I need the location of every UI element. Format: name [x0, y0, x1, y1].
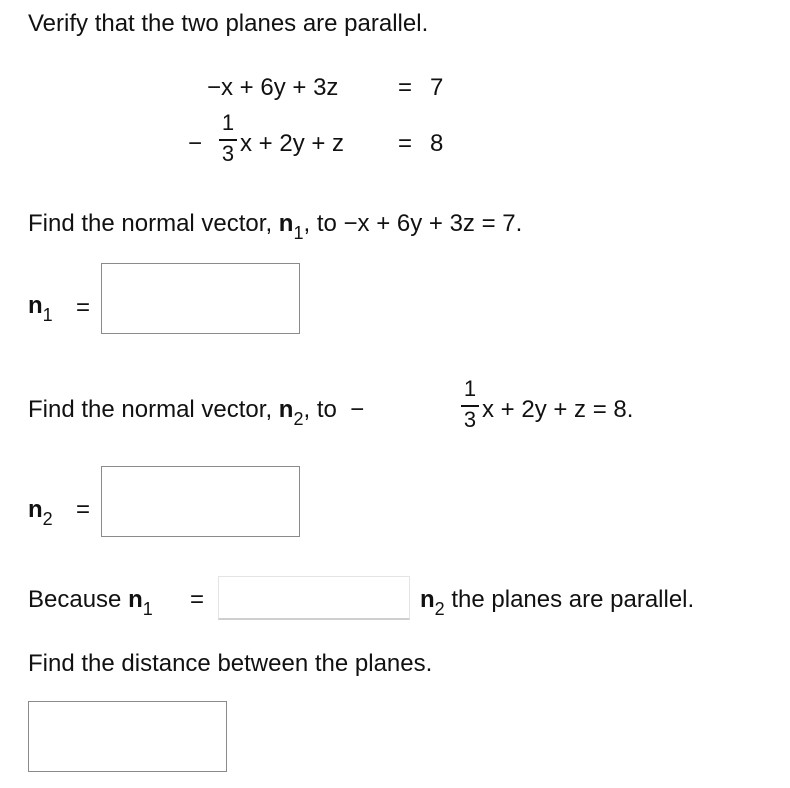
- vector-n1-subscript: 1: [293, 223, 304, 243]
- equation-2-lhs: x + 2y + z: [240, 130, 345, 157]
- equation-2-equals: =: [398, 130, 413, 157]
- question-1-text: [28, 210, 523, 243]
- equation-1-rhs: 7: [430, 74, 444, 101]
- scalar-answer-input[interactable]: [218, 576, 410, 620]
- equation-1-lhs: −x + 6y + 3z: [207, 74, 339, 101]
- distance-prompt: Find the distance between the planes.: [28, 650, 433, 677]
- n2-label-subscript: 2: [42, 509, 53, 529]
- fraction-denominator: 3: [463, 407, 477, 432]
- vector-n2-symbol: n: [278, 396, 294, 423]
- n1-label-symbol: n: [28, 292, 43, 319]
- equation-1-equals: =: [398, 74, 413, 101]
- equation-2-rhs: 8: [430, 130, 444, 157]
- question-2-equation-rest: x + 2y + z = 8.: [482, 396, 634, 423]
- vector-n2-subscript: 2: [293, 409, 304, 429]
- question-2-prompt: Find the normal vector,: [28, 396, 273, 423]
- because-prefix: Because: [28, 586, 122, 613]
- equation-2-sign: −: [188, 130, 203, 157]
- because-n1-symbol: n: [128, 586, 143, 613]
- because-n2-symbol: n: [420, 586, 435, 613]
- because-n1-subscript: 1: [142, 599, 153, 619]
- n2-label-symbol: n: [28, 496, 43, 523]
- because-n2-subscript: 2: [434, 599, 445, 619]
- distance-answer-input[interactable]: [28, 701, 227, 772]
- fraction-denominator: 3: [221, 141, 235, 166]
- n2-label: [28, 496, 53, 529]
- n1-equals: =: [76, 294, 91, 321]
- because-suffix: the planes are parallel.: [451, 586, 695, 613]
- because-text: [28, 586, 153, 619]
- because-suffix-text: [420, 586, 695, 619]
- fraction-numerator: 1: [463, 376, 477, 401]
- n1-label-subscript: 1: [42, 305, 53, 325]
- fraction-numerator: 1: [221, 110, 235, 135]
- n1-label: [28, 292, 53, 325]
- vector-n1-symbol: n: [278, 210, 294, 237]
- question-1-equation: , to −x + 6y + 3z = 7.: [303, 210, 523, 237]
- n1-answer-input[interactable]: [101, 263, 300, 334]
- n2-answer-input[interactable]: [101, 466, 300, 537]
- question-1-prompt: Find the normal vector,: [28, 210, 273, 237]
- n2-equals: =: [76, 496, 91, 523]
- because-equals: =: [190, 586, 205, 613]
- equation-1: [207, 76, 338, 100]
- question-2-text: [28, 396, 365, 429]
- question-2-to: , to −: [303, 396, 365, 423]
- question-prompt: Verify that the two planes are parallel.: [28, 10, 429, 37]
